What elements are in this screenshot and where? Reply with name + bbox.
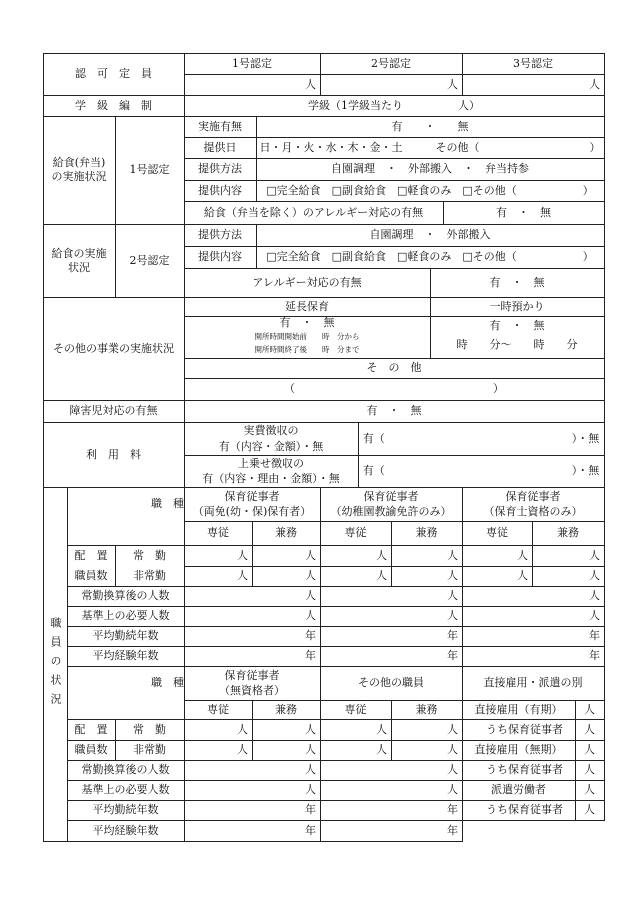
lower-avg-experience: 平均経験年数 <box>92 823 159 837</box>
lower-regular-unit-2: 人 <box>376 722 387 736</box>
meal2-group-label: 給食の実施 状況 <box>51 246 107 274</box>
lower-avg-service: 平均勤続年数 <box>92 803 159 816</box>
cert2-header: 2号認定 <box>371 56 411 70</box>
upper-avg-service-unit-2: 年 <box>589 629 600 642</box>
upper-irregular-unit-1: 人 <box>305 569 316 582</box>
lower-avg-experience-unit-0: 年 <box>305 823 316 837</box>
upper-irregular-unit-3: 人 <box>447 569 458 582</box>
blank-area <box>463 821 608 842</box>
upper-col-title-1: 保育従事者 <box>363 489 419 503</box>
upper-regular-unit-5: 人 <box>589 548 600 562</box>
extended-care-end: 開所時間終了後 時 分まで <box>254 345 360 354</box>
upper-regular-unit-0: 人 <box>237 548 248 562</box>
dispatch-unit-2: 人 <box>584 743 595 756</box>
upper-part-time-1: 兼務 <box>415 526 438 539</box>
extra-fee-title: 上乗せ徴収の <box>238 456 304 470</box>
extended-care-title: 延長保育 <box>285 299 329 313</box>
lower-avg-service-unit-0: 年 <box>305 803 316 816</box>
lower-col-sub-0: （無資格者） <box>219 683 285 697</box>
meal1-allergy-value: 有 ・ 無 <box>496 205 551 219</box>
lower-fte-unit-0: 人 <box>305 763 316 776</box>
meal1-days-value: 日・月・火・水・木・金・土 その他（ ） <box>259 140 601 154</box>
meal1-implement-label: 実施有無 <box>198 119 242 133</box>
upper-full-time-2: 専従 <box>486 526 508 539</box>
class-label: 学 級 編 制 <box>75 98 152 112</box>
upper-col-title-2: 保育従事者 <box>505 489 561 503</box>
upper-avg-experience-unit-0: 年 <box>305 649 316 662</box>
lower-regular-unit-1: 人 <box>305 722 316 736</box>
upper-regular-unit-1: 人 <box>305 548 316 562</box>
upper-irregular: 非常勤 <box>133 569 166 582</box>
meal2-content-label: 提供内容 <box>198 250 242 263</box>
meal1-content-label: 提供内容 <box>198 183 242 197</box>
grid-line <box>184 74 605 75</box>
dispatch-unit-5: 人 <box>584 803 595 816</box>
dispatch-unit-0: 人 <box>584 702 595 716</box>
lower-full-time-0: 専従 <box>207 702 229 716</box>
lower-staff-count: 職員数 <box>74 743 108 756</box>
lower-irregular-unit-0: 人 <box>237 743 248 756</box>
dispatch-row-3: うち保育従事者 <box>486 763 563 776</box>
upper-required-unit-0: 人 <box>305 609 316 622</box>
lower-col-title-0: 保育従事者 <box>224 668 280 682</box>
dispatch-row-5: うち保育従事者 <box>486 803 563 816</box>
extra-fee-value: 有（ ）・無 <box>362 464 600 477</box>
dispatch-unit-4: 人 <box>584 783 595 796</box>
extended-care-yn: 有 ・ 無 <box>279 316 335 329</box>
upper-irregular-unit-2: 人 <box>376 569 387 582</box>
extended-care-start: 開所時間開始前 時 分から <box>254 332 360 341</box>
upper-full-time-0: 専従 <box>207 526 229 539</box>
meal1-content-value: □完全給食 □副食給食 □軽食のみ □その他（ ） <box>266 183 594 197</box>
upper-required: 基準上の必要人数 <box>81 609 170 622</box>
upper-fte-unit-2: 人 <box>589 589 600 602</box>
lower-avg-experience-unit-1: 年 <box>447 823 458 837</box>
meal1-group-label: 給食(弁当) の実施状況 <box>51 156 107 183</box>
meal1-allergy-label: 給食（弁当を除く）のアレルギー対応の有無 <box>203 205 424 219</box>
upper-col-sub-0: （両免(幼・保)保有者） <box>192 504 312 518</box>
actual-fee-title: 実費徴収の <box>243 424 299 437</box>
lower-fte: 常勤換算後の人数 <box>81 763 170 776</box>
other-etc-paren: （ ） <box>284 382 504 395</box>
upper-full-time-1: 専従 <box>344 526 367 539</box>
upper-placement: 配 置 <box>74 548 108 562</box>
lower-part-time-0: 兼務 <box>275 702 297 716</box>
upper-irregular-unit-5: 人 <box>589 569 600 582</box>
meal1-method-label: 提供方法 <box>198 162 242 175</box>
temporary-care-time: 時 分〜 時 分 <box>456 338 578 351</box>
lower-regular: 常 勤 <box>133 722 166 736</box>
cert1-unit: 人 <box>305 77 316 91</box>
actual-fee-sub: 有（内容・金額）・無 <box>218 440 324 453</box>
upper-avg-experience-unit-1: 年 <box>447 649 458 662</box>
cert2-unit: 人 <box>447 77 458 91</box>
lower-fte-unit-1: 人 <box>447 763 458 776</box>
upper-fte-unit-0: 人 <box>305 589 316 602</box>
lower-regular-unit-0: 人 <box>237 722 248 736</box>
disability-value: 有 ・ 無 <box>366 404 422 417</box>
meal1-method-value: 自園調理 ・ 外部搬入 ・ 弁当持参 <box>331 162 529 175</box>
upper-required-unit-2: 人 <box>589 609 600 622</box>
lower-irregular-unit-3: 人 <box>447 743 458 756</box>
lower-kind-label: 職 種 <box>151 676 184 689</box>
lower-irregular-unit-1: 人 <box>305 743 316 756</box>
capacity-label: 認 可 定 員 <box>75 67 152 80</box>
dispatch-row-1: うち保育従事者 <box>486 722 563 736</box>
upper-required-unit-1: 人 <box>447 609 458 622</box>
upper-regular: 常 勤 <box>133 548 166 562</box>
dispatch-unit-1: 人 <box>584 722 595 736</box>
lower-irregular-unit-2: 人 <box>376 743 387 756</box>
upper-regular-unit-2: 人 <box>376 548 387 562</box>
disability-label: 障害児対応の有無 <box>69 404 158 417</box>
upper-irregular-unit-0: 人 <box>237 569 248 582</box>
upper-avg-service-unit-1: 年 <box>447 629 458 642</box>
upper-avg-service: 平均勤続年数 <box>92 629 159 642</box>
meal2-allergy-value: 有 ・ 無 <box>489 275 545 289</box>
upper-fte-unit-1: 人 <box>447 589 458 602</box>
upper-kind-label: 職 種 <box>151 497 184 510</box>
upper-col-title-0: 保育従事者 <box>224 489 280 503</box>
fees-label: 利 用 料 <box>86 447 141 461</box>
dispatch-row-0: 直接雇用（有期） <box>474 702 563 716</box>
meal2-allergy-label: アレルギー対応の有無 <box>252 275 362 289</box>
meal2-content-value: □完全給食 □副食給食 □軽食のみ □その他（ ） <box>266 250 594 263</box>
meal2-method-value: 自園調理 ・ 外部搬入 <box>369 228 491 241</box>
meal1-cert: 1号認定 <box>129 163 170 176</box>
temporary-care-yn: 有 ・ 無 <box>489 319 545 332</box>
upper-part-time-0: 兼務 <box>275 526 297 539</box>
lower-full-time-1: 専従 <box>344 702 367 716</box>
cert1-header: 1号認定 <box>232 56 272 70</box>
actual-fee-value: 有（ ）・無 <box>362 431 600 445</box>
lower-part-time-1: 兼務 <box>415 702 438 716</box>
class-value: 学級（1学級当たり 人） <box>308 98 480 112</box>
grid-line <box>462 820 605 821</box>
lower-required-unit-0: 人 <box>305 783 316 796</box>
meal1-implement-value: 有 ・ 無 <box>391 119 469 133</box>
upper-staff-count: 職員数 <box>74 569 108 582</box>
cert3-unit: 人 <box>589 77 600 91</box>
dispatch-unit-3: 人 <box>584 763 595 776</box>
upper-regular-unit-3: 人 <box>447 548 458 562</box>
upper-irregular-unit-4: 人 <box>517 569 528 582</box>
other-etc-title: そ の 他 <box>366 361 422 374</box>
upper-col-sub-2: （保育士資格のみ） <box>483 504 583 518</box>
upper-regular-unit-4: 人 <box>517 548 528 562</box>
upper-part-time-2: 兼務 <box>557 526 579 539</box>
upper-avg-experience-unit-2: 年 <box>589 649 600 662</box>
upper-fte: 常勤換算後の人数 <box>81 589 170 602</box>
dispatch-row-2: 直接雇用（無期） <box>474 743 563 756</box>
lower-irregular: 非常勤 <box>133 743 166 756</box>
upper-avg-service-unit-0: 年 <box>305 629 316 642</box>
meal2-method-label: 提供方法 <box>198 228 242 241</box>
staff-side-label: 職員の状況 <box>49 616 62 712</box>
upper-col-sub-1: （幼稚園教諭免許のみ） <box>330 504 452 518</box>
upper-avg-experience: 平均経験年数 <box>92 649 159 662</box>
lower-required-unit-1: 人 <box>447 783 458 796</box>
other-services-label: その他の事業の実施状況 <box>53 341 174 355</box>
cert3-header: 3号認定 <box>513 56 553 70</box>
dispatch-row-4: 派遣労働者 <box>491 783 546 796</box>
temporary-care-title: 一時預かり <box>489 299 545 313</box>
meal2-cert: 2号認定 <box>129 253 170 267</box>
direct-hire-title: 直接雇用・派遣の別 <box>483 676 583 689</box>
meal1-days-label: 提供日 <box>203 140 237 154</box>
lower-regular-unit-3: 人 <box>447 722 458 736</box>
extra-fee-sub: 有（内容・理由・金額）・無 <box>202 472 340 485</box>
lower-placement: 配 置 <box>74 722 108 736</box>
lower-required: 基準上の必要人数 <box>81 783 170 796</box>
lower-col-title-1: その他の職員 <box>358 676 424 689</box>
lower-avg-service-unit-1: 年 <box>447 803 458 816</box>
